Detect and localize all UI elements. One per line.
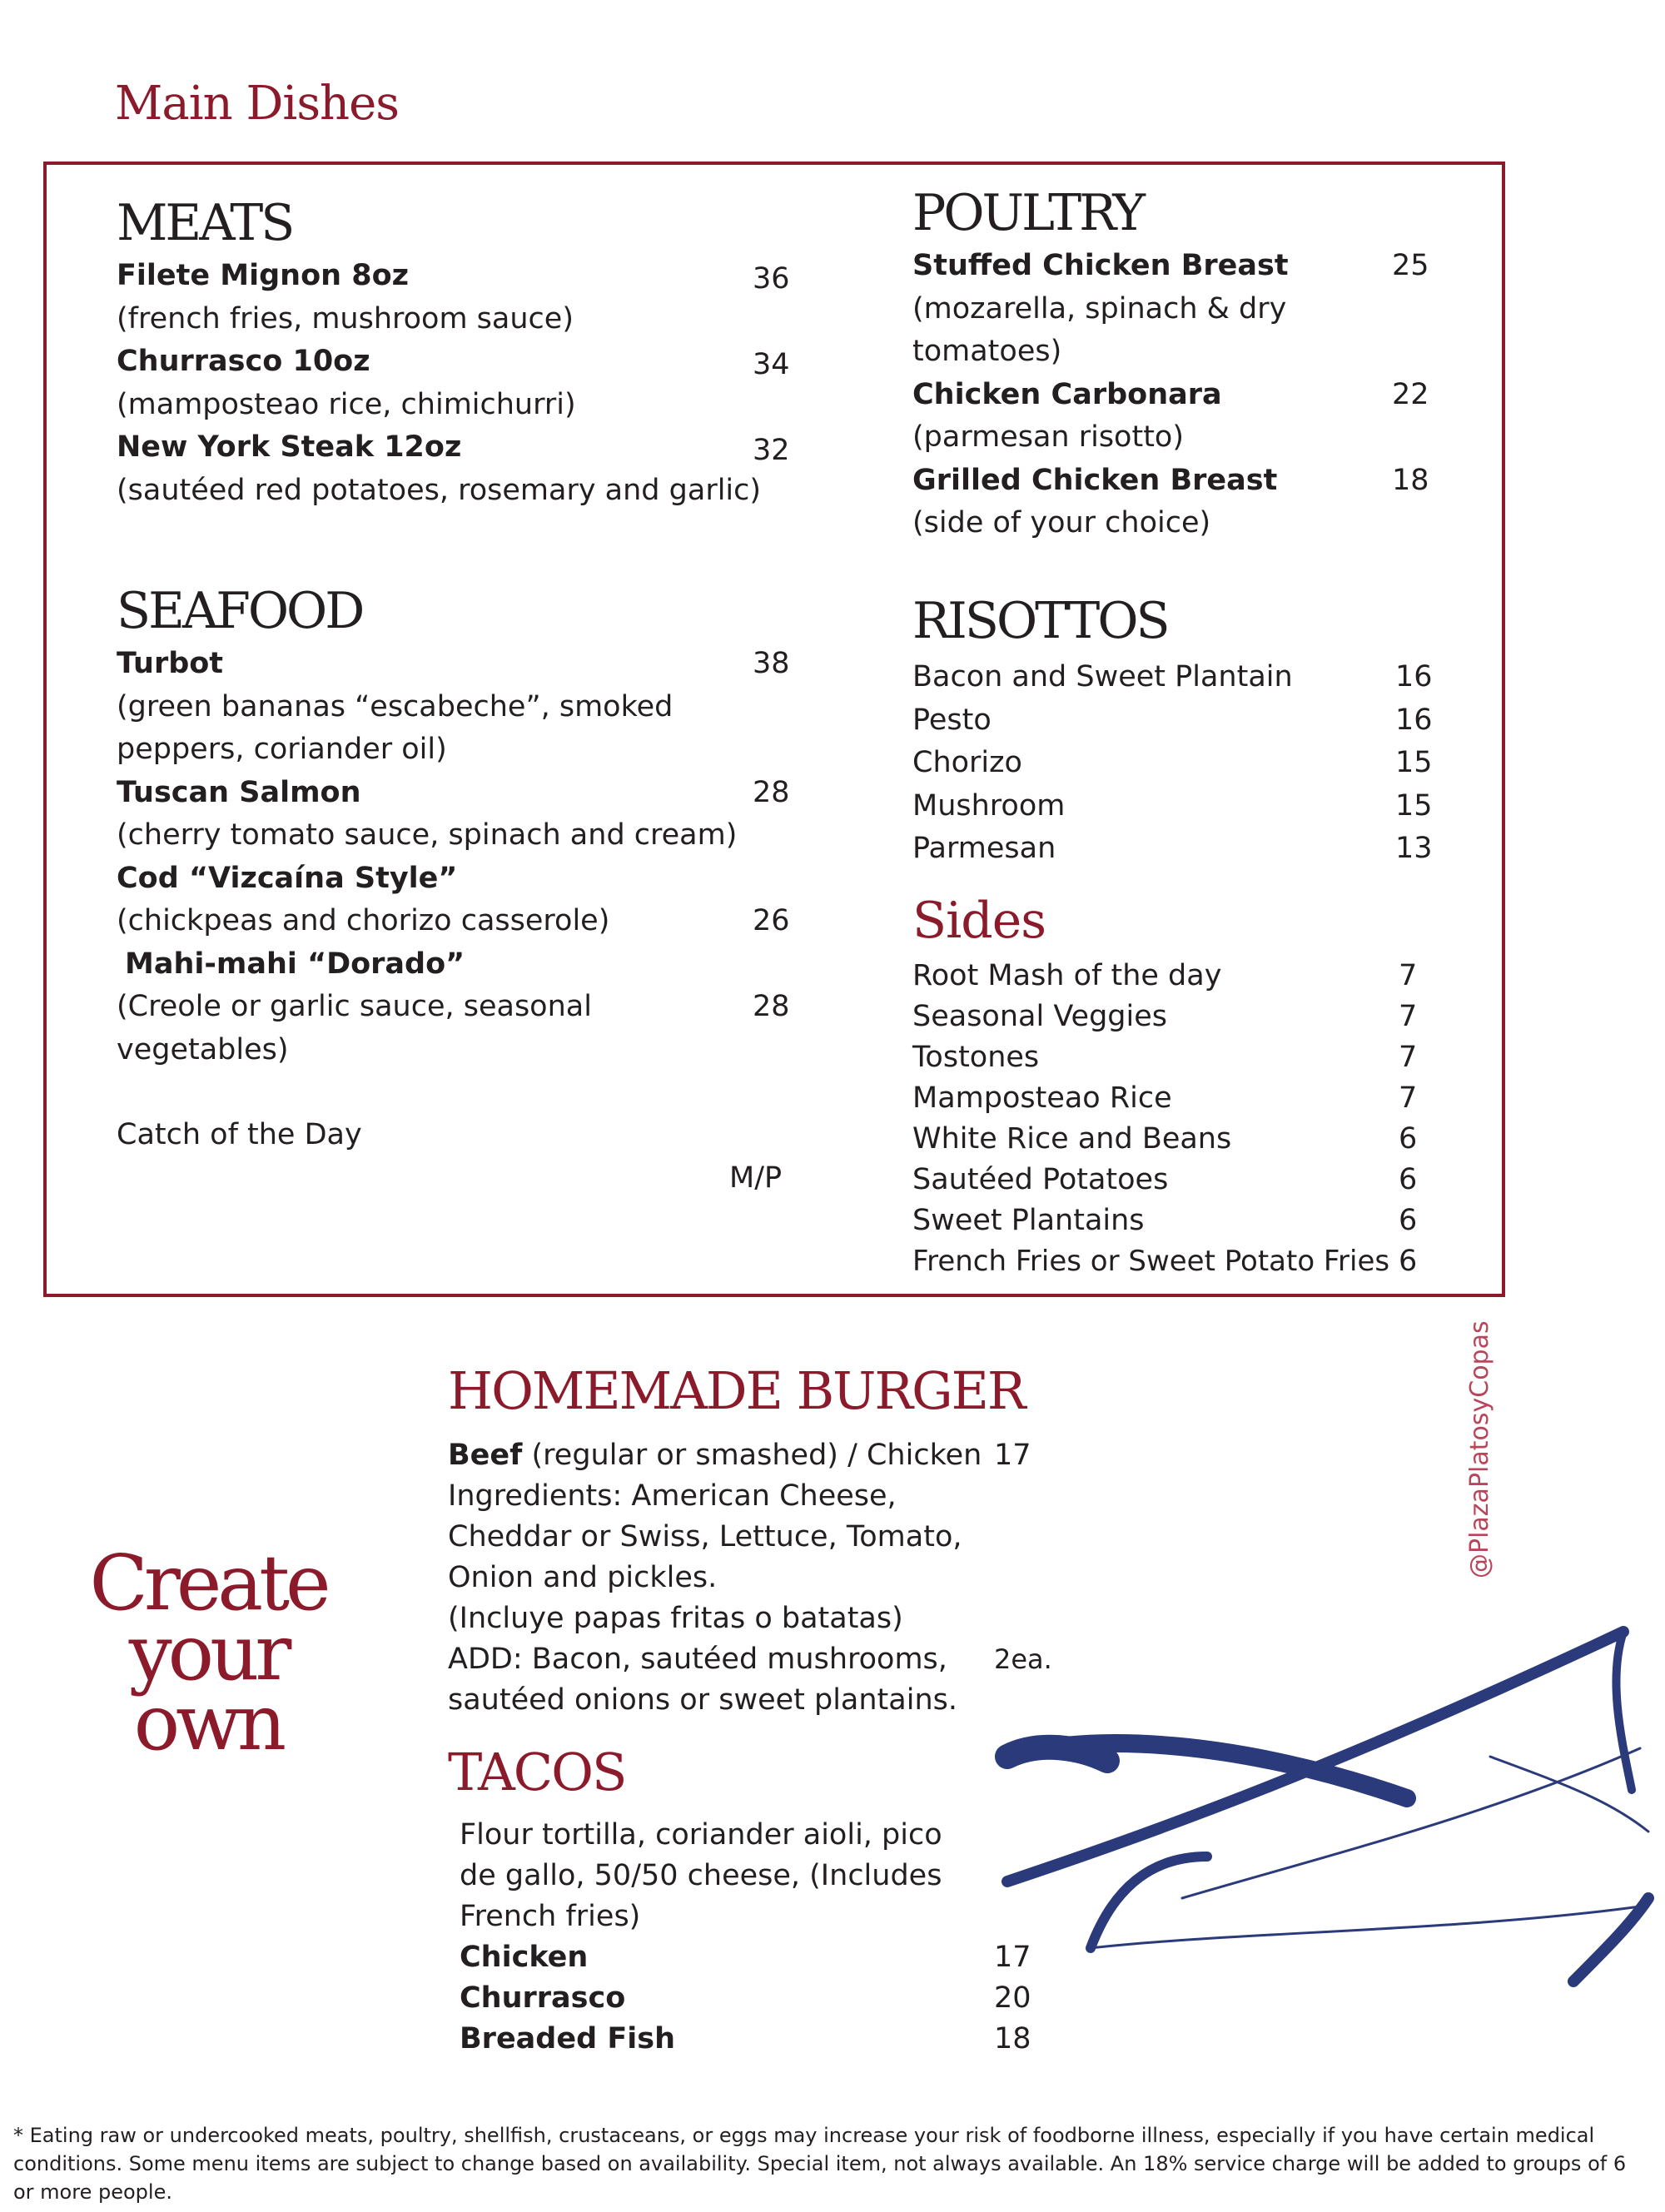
item-price: 7 (1399, 1041, 1418, 1074)
item-name: Sautéed Potatoes (912, 1163, 1169, 1196)
item-name: Chicken (460, 1941, 589, 1974)
risottos-section (912, 592, 1578, 871)
menu-item (912, 1200, 1578, 1241)
meats-section (117, 194, 790, 512)
item-name: Mamposteao Rice (912, 1081, 1172, 1115)
add-on-text: sautéed onions or sweet plantains. (448, 1683, 957, 1717)
item-name: New York Steak 12oz (117, 430, 462, 464)
sides-heading: Sides (912, 892, 1046, 950)
menu-item (912, 828, 1578, 871)
item-name: Seasonal Veggies (912, 1000, 1168, 1033)
brush-stroke (1091, 1857, 1207, 1948)
item-price: 38 (753, 647, 790, 680)
item-description: Ingredients: American Cheese, (448, 1479, 897, 1513)
item-price: 13 (1395, 832, 1433, 865)
menu-item (117, 943, 783, 987)
burger-section (448, 1360, 1052, 1721)
item-description: (french fries, mushroom sauce) (117, 301, 574, 336)
menu-item (117, 426, 790, 470)
item-name: Sweet Plantains (912, 1204, 1145, 1237)
item-description: (parmesan risotto) (912, 420, 1184, 454)
thin-line (1182, 1748, 1640, 1898)
item-price: 26 (753, 904, 790, 937)
item-name: Churrasco (460, 1981, 626, 2015)
menu-item (912, 460, 1578, 503)
risottos-heading: RISOTTOS (912, 592, 1168, 650)
item-description: Cheddar or Swiss, Lettuce, Tomato, (448, 1520, 962, 1553)
item-price: 7 (1399, 959, 1418, 992)
item-price: 22 (1392, 377, 1429, 411)
item-name: French Fries or Sweet Potato Fries (912, 1245, 1390, 1278)
item-description: (mozarella, spinach & dry tomatoes) (912, 291, 1287, 368)
tacos-section (448, 1742, 1047, 2060)
menu-item-description-row (117, 986, 790, 1071)
item-name: Stuffed Chicken Breast (912, 249, 1289, 282)
item-price: 17 (994, 1439, 1031, 1472)
social-handle (1465, 1320, 1494, 1578)
your-word: your (128, 1608, 288, 1698)
menu-item (912, 1160, 1578, 1200)
thin-line (1091, 1906, 1640, 1948)
menu-item (448, 1435, 1047, 1476)
item-description: Onion and pickles. (448, 1561, 718, 1594)
brush-stroke (1007, 1747, 1107, 1761)
menu-item (460, 2019, 1047, 2060)
brush-stroke (1616, 1632, 1632, 1790)
item-name: Parmesan (912, 832, 1056, 865)
item-price: 7 (1399, 1000, 1418, 1033)
item-description: (cherry tomato sauce, spinach and cream) (117, 818, 738, 852)
item-description: Flour tortilla, coriander aioli, pico (460, 1818, 942, 1852)
item-description: French fries) (460, 1900, 641, 1933)
illustration-strokes (1007, 1632, 1648, 1981)
social-handle-text: @PlazaPlatosyCopas (1465, 1320, 1494, 1578)
item-description: (side of your choice) (912, 506, 1211, 539)
item-description: (chickpeas and chorizo casserole) (117, 904, 610, 937)
item-name: Cod “Vizcaína Style” (117, 861, 458, 895)
menu-item (912, 656, 1578, 699)
item-name: Root Mash of the day (912, 959, 1222, 992)
item-name: Chorizo (912, 746, 1022, 779)
poultry-heading: POULTRY (912, 184, 1144, 242)
menu-item (912, 699, 1578, 743)
menu-item (117, 340, 790, 384)
item-description: (mamposteao rice, chimichurri) (117, 387, 576, 421)
decorative-illustration (991, 1582, 1665, 1998)
seafood-heading: SEAFOOD (117, 582, 363, 640)
item-description: (green bananas “escabeche”, smoked peppers, coriander oil) (117, 689, 673, 766)
item-name: Chicken Carbonara (912, 377, 1222, 411)
menu-item (912, 997, 1578, 1037)
menu-item (912, 1241, 1578, 1282)
menu-item (117, 772, 790, 815)
add-on-row (448, 1639, 1052, 1680)
item-price: 15 (1395, 788, 1433, 823)
page-title: Main Dishes (115, 77, 399, 131)
item-name: Beef (448, 1439, 523, 1472)
tacos-heading: TACOS (448, 1742, 626, 1802)
item-description: de gallo, 50/50 cheese, (Includes (460, 1859, 942, 1892)
menu-item (912, 1037, 1578, 1078)
menu-item (912, 1078, 1578, 1119)
sides-section (912, 892, 1578, 1282)
item-name: Tostones (912, 1041, 1040, 1074)
item-price: M/P (729, 1161, 783, 1195)
menu-item (117, 1114, 783, 1157)
menu-item (117, 857, 783, 901)
menu-item (912, 956, 1578, 997)
menu-item (912, 245, 1578, 288)
item-price: 6 (1399, 1122, 1418, 1156)
item-price: 6 (1399, 1204, 1418, 1237)
item-name: Bacon and Sweet Plantain (912, 660, 1293, 693)
menu-item (117, 255, 790, 298)
item-name: White Rice and Beans (912, 1122, 1232, 1156)
footnote: * Eating raw or undercooked meats, poultry, shellfish, crustaceans, or eggs may increase your risk of foodborne illness, especially if you have certain medical conditions. Some menu items are subject to change based on availability. Special item, not always available. An 18% service charge will be added to groups of 6 or more people. (13, 2124, 1627, 2204)
menu-item (912, 1119, 1578, 1160)
item-price: 32 (753, 434, 790, 467)
burger-heading: HOMEMADE BURGER (448, 1360, 1025, 1421)
item-price: 28 (753, 775, 790, 809)
item-name: Churrasco 10oz (117, 345, 370, 378)
meats-heading: MEATS (117, 194, 293, 252)
item-price: 7 (1399, 1081, 1418, 1115)
item-name: Catch of the Day (117, 1118, 362, 1151)
item-price: 20 (994, 1981, 1031, 2015)
item-price: 6 (1399, 1245, 1418, 1278)
seafood-section (117, 582, 790, 1200)
add-on-text: ADD: Bacon, sautéed mushrooms, (448, 1643, 947, 1676)
item-description: (sautéed red potatoes, rosemary and garlic) (117, 473, 762, 507)
item-price: 6 (1399, 1163, 1418, 1196)
menu-item (460, 1978, 1047, 2019)
item-name: Grilled Chicken Breast (912, 463, 1278, 497)
create-your-own-title (75, 1538, 341, 1767)
item-price: 15 (1395, 746, 1433, 779)
menu-item (117, 643, 790, 686)
item-price: 18 (994, 2022, 1031, 2055)
item-name: Breaded Fish (460, 2022, 675, 2055)
poultry-section (912, 184, 1578, 545)
item-description: (Creole or garlic sauce, seasonal vegetables) (117, 990, 592, 1066)
item-name: Mushroom (912, 788, 1066, 823)
menu-item-description-row (117, 900, 790, 943)
item-name: Tuscan Salmon (117, 775, 361, 809)
item-price: 28 (753, 990, 790, 1023)
menu-item (460, 1937, 1047, 1978)
menu-item (912, 785, 1578, 828)
item-price: 18 (1392, 463, 1429, 497)
item-price: 16 (1395, 703, 1433, 737)
item-price: 25 (1392, 249, 1429, 282)
menu-item (912, 374, 1578, 417)
menu-item-price-row (117, 1157, 783, 1200)
item-name: Pesto (912, 703, 992, 737)
add-on-price: 2ea. (994, 1643, 1052, 1675)
item-name: Filete Mignon 8oz (117, 259, 410, 292)
item-name: Mahi-mahi “Dorado” (125, 947, 465, 981)
item-price: 36 (753, 262, 790, 296)
item-name-rest: (regular or smashed) / Chicken (522, 1439, 982, 1472)
item-description: (Incluye papas fritas o batatas) (448, 1602, 903, 1635)
item-name: Turbot (117, 647, 224, 680)
own-word: own (133, 1678, 283, 1767)
menu-item (912, 742, 1578, 785)
item-price: 16 (1395, 660, 1433, 693)
item-price: 17 (994, 1941, 1031, 1974)
item-price: 34 (753, 348, 790, 381)
create-word: Create (89, 1538, 327, 1628)
